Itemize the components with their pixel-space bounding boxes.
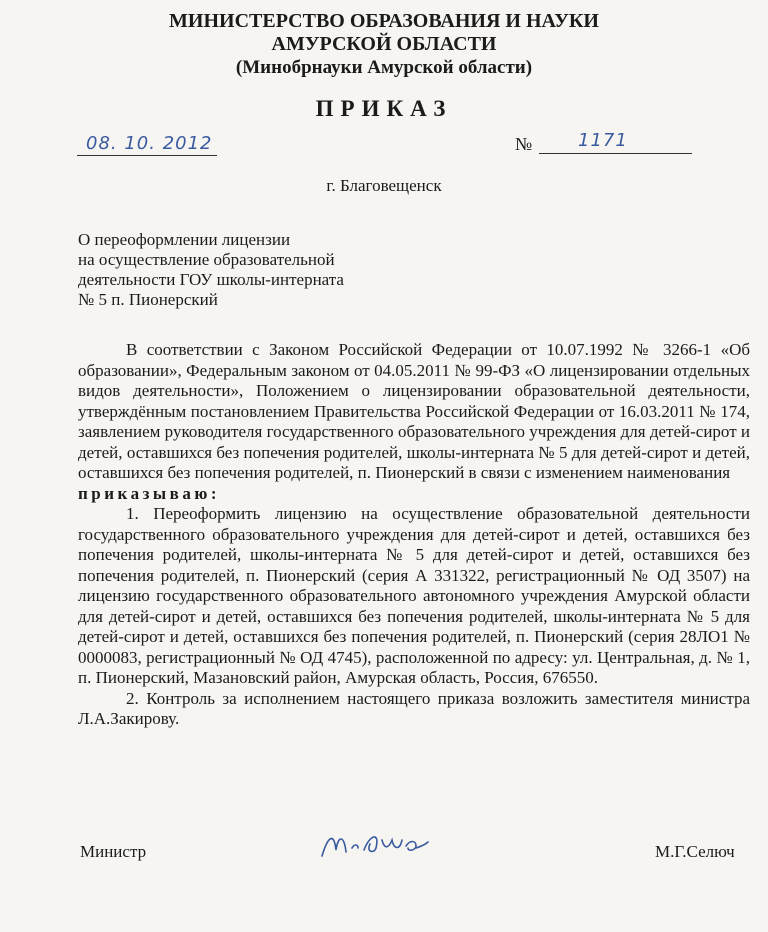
- ministry-short-name: (Минобрнауки Амурской области): [235, 57, 533, 78]
- city-line: г. Благовещенск: [326, 176, 442, 195]
- subject-line: № 5 п. Пионерский: [78, 290, 218, 309]
- document-title: ПРИКАЗ: [315, 96, 453, 121]
- signatory-name: М.Г.Селюч: [655, 842, 735, 861]
- number-underline: [539, 153, 692, 154]
- order-item-1: 1. Переоформить лицензию на осуществление образовательной деятельности государственного образовательного учреждения для детей-сирот и детей, оставшихся без попечения родителей, школы-интерната № 5 для детей-сирот и детей, оставшихся без попечения родителей, п. Пионерский (серия А 331322, регистрационный № ОД 3507) на лицензию государственного образовательного автономного учреждения Амурской области для детей-сирот и детей, оставшихся без попечения родителей, школы-интерната № 5 для детей-сирот и детей, оставшихся без попечения родителей, п. Пионерский (серия 28ЛО1 № 0000083, регистрационный № ОД 4745), расположенной по адресу: ул. Центральная, д. № 1, п. Пионерский, Мазановский район, Амурская область, Россия, 676550.: [78, 504, 750, 687]
- ministry-name-line1: МИНИСТЕРСТВО ОБРАЗОВАНИЯ И НАУКИ: [169, 10, 599, 32]
- subject-line: на осуществление образовательной: [78, 250, 335, 269]
- order-body: [78, 340, 750, 730]
- order-word: приказываю:: [78, 483, 221, 503]
- ministry-name-line2: АМУРСКОЙ ОБЛАСТИ: [271, 33, 497, 55]
- handwritten-number: 1171: [578, 130, 628, 151]
- handwritten-date: 08. 10. 2012: [86, 133, 213, 154]
- date-underline: [77, 155, 217, 156]
- number-label: №: [515, 134, 533, 154]
- order-item-2: 2. Контроль за исполнением настоящего приказа возложить заместителя министра Л.А.Закирову.: [78, 688, 750, 728]
- signature-image: [318, 826, 430, 862]
- subject-block: [78, 230, 398, 310]
- preamble-paragraph: В соответствии с Законом Российской Федерации от 10.07.1992 № 3266-1 «Об образовании», Федеральным законом от 04.05.2011 № 99-ФЗ «О лицензировании отдельных видов деятельности», Положением о лицензировании образовательной деятельности, утверждённым постановлением Правительства Российской Федерации от 16.03.2011 № 174, заявлением руководителя государственного образовательного учреждения для детей-сирот и детей, оставшихся без попечения родителей, школы-интерната № 5 для детей-сирот и детей, оставшихся без попечения родителей, п. Пионерский в связи с изменением наименования: [78, 340, 750, 482]
- signatory-position: Министр: [80, 842, 147, 861]
- subject-line: О переоформлении лицензии: [78, 230, 291, 249]
- subject-line: деятельности ГОУ школы-интерната: [78, 270, 344, 289]
